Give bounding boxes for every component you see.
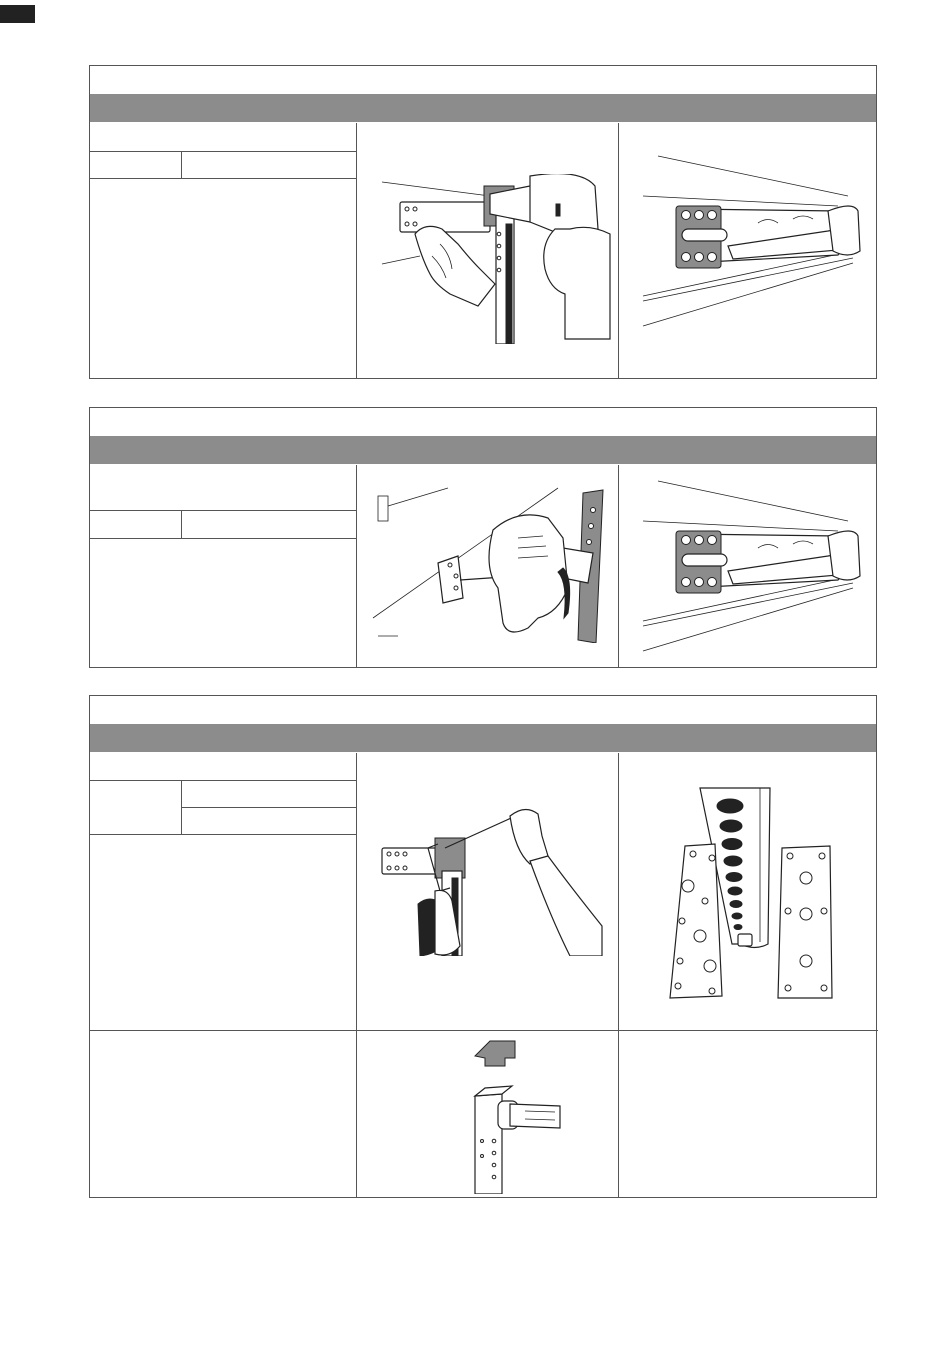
- section-1: [89, 65, 877, 379]
- divider: [90, 178, 356, 179]
- drill-illustration: [380, 174, 615, 344]
- section-1-bar: [90, 94, 876, 122]
- divider: [90, 151, 356, 152]
- section-2-title: [90, 408, 876, 437]
- divider: [90, 834, 356, 835]
- divider: [90, 538, 356, 539]
- chapter-tab-marker: [0, 5, 35, 23]
- section-3-title: [90, 696, 876, 725]
- divider: [181, 780, 182, 834]
- section-2: [89, 407, 877, 668]
- divider: [90, 510, 356, 511]
- section-2-bar: [90, 436, 876, 464]
- bracket-closeup-illustration: [638, 151, 863, 336]
- divider: [618, 465, 619, 668]
- divider: [618, 753, 619, 1198]
- hex-key-illustration: [380, 806, 615, 956]
- end-cap-illustration: [460, 1036, 590, 1194]
- section-3-bar: [90, 724, 876, 752]
- divider: [356, 753, 357, 1198]
- bracket-parts-illustration: [660, 786, 845, 1006]
- divider: [181, 151, 182, 178]
- divider: [90, 780, 356, 781]
- section-1-title: [90, 66, 876, 95]
- bracket-closeup-illustration: [638, 476, 863, 661]
- divider: [356, 465, 357, 668]
- divider: [181, 510, 182, 538]
- screwdriver-illustration: [368, 468, 613, 643]
- section-3: [89, 695, 877, 1198]
- divider: [356, 123, 357, 379]
- divider: [90, 1030, 878, 1031]
- divider: [181, 807, 356, 808]
- divider: [618, 123, 619, 379]
